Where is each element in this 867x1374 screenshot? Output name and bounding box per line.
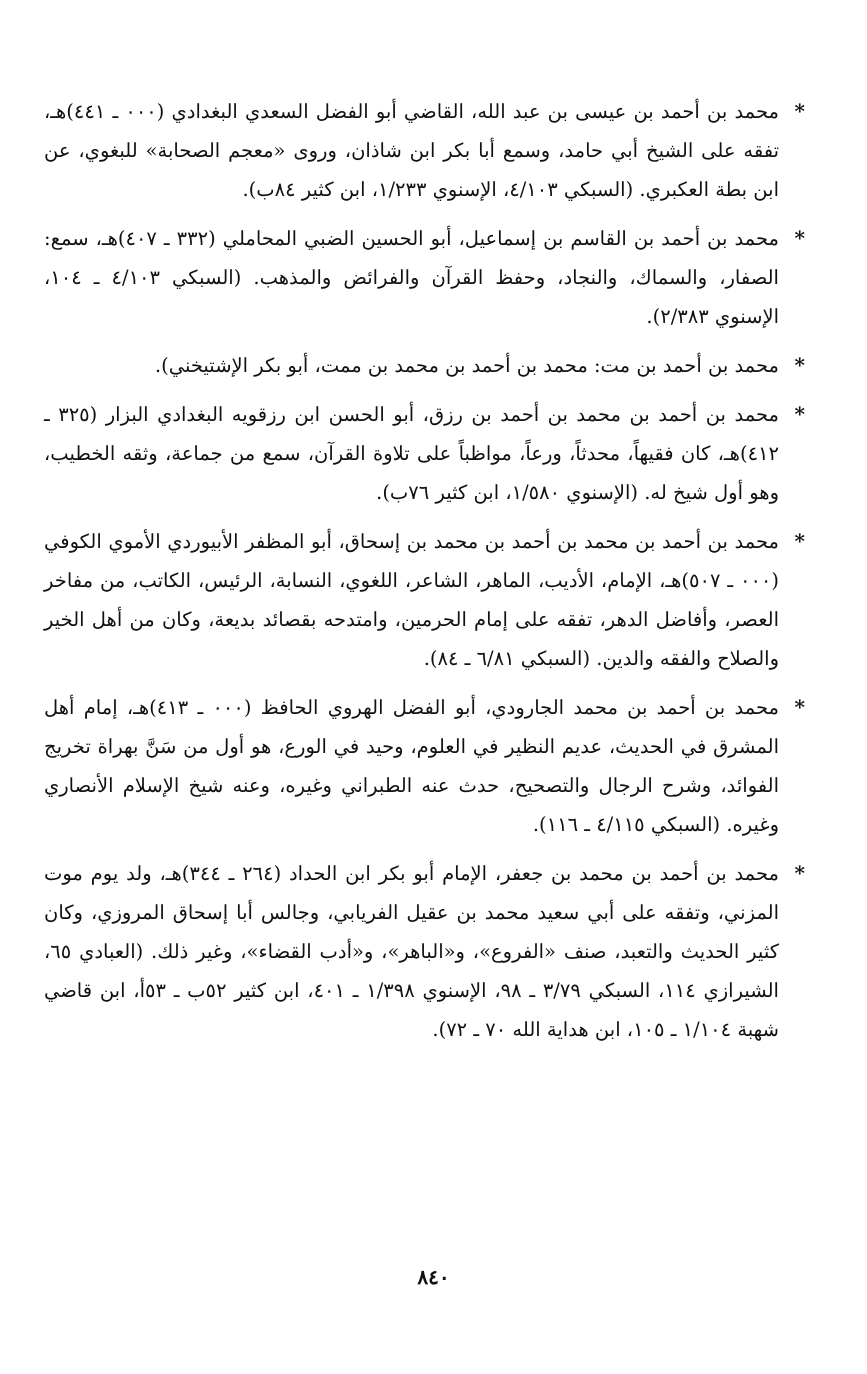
entry-ibn-rizqawayh — [44, 395, 805, 512]
entry-al-mahamili — [44, 219, 805, 336]
entry-ibn-mat — [44, 346, 805, 385]
entry-bullet-icon: * — [794, 695, 805, 719]
entry-text: محمد بن أحمد بن مت: محمد بن أحمد بن محمد بن ممت، أبو بكر الإشتيخني). — [154, 354, 779, 377]
entry-bullet-icon: * — [794, 861, 805, 885]
entry-al-jarudi — [44, 688, 805, 844]
entry-al-abiwardi — [44, 522, 805, 678]
entry-text: محمد بن أحمد بن محمد بن أحمد بن رزق، أبو الحسن ابن رزقويه البغدادي البزار (٣٢٥ ـ ٤١٢)هـ، كان فقيهاً، محدثاً، ورعاً، مواظباً على تلاوة القرآن، سمع من جماعة، وثقه الخطيب، وهو أول شيخ له. (الإسنوي ١/٥٨٠، ابن كثير ٧٦ب). — [44, 403, 779, 504]
entry-text: محمد بن أحمد بن محمد الجارودي، أبو الفضل الهروي الحافظ (٠٠٠ ـ ٤١٣)هـ، إمام أهل المشرق في الحديث، عديم النظير في العلوم، وحيد في الورع، هو أول من سَنَّ بهراة تخريج الفوائد، وشرح الرجال والتصحيح، حدث عنه الطبراني وغيره، وعنه شيخ الإسلام الأنصاري وغيره. (السبكي ٤/١١٥ ـ ١١٦). — [44, 696, 779, 836]
entry-text: محمد بن أحمد بن محمد بن جعفر، الإمام أبو بكر ابن الحداد (٢٦٤ ـ ٣٤٤)هـ، ولد يوم موت المزني، وتفقه على أبي سعيد محمد بن عقيل الفريابي، وجالس أبا إسحاق المروزي، وكان كثير الحديث والتعبد، صنف «الفروع»، و«الباهر»، و«أدب القضاء»، وغير ذلك. (العبادي ٦٥، الشيرازي ١١٤، السبكي ٣/٧٩ ـ ٩٨، الإسنوي ١/٣٩٨ ـ ٤٠١، ابن كثير ٥٢ب ـ ٥٣أ، ابن قاضي شهبة ١/١٠٤ ـ ١٠٥، ابن هداية الله ٧٠ ـ ٧٢). — [44, 862, 779, 1041]
entry-bullet-icon: * — [794, 402, 805, 426]
entry-ibn-al-haddad — [44, 854, 805, 1049]
entry-text: محمد بن أحمد بن محمد بن أحمد بن محمد بن إسحاق، أبو المظفر الأبيوردي الأموي الكوفي (٠٠٠ ـ ٥٠٧)هـ، الإمام، الأديب، الماهر، الشاعر، اللغوي، النسابة، الرئيس، الكاتب، من مفاخر العصر، وأفاضل الدهر، تفقه على إمام الحرمين، وامتدحه بقصائد بديعة، وكان من أهل الخير والصلاح والفقه والدين. (السبكي ٦/٨١ ـ ٨٤). — [44, 530, 779, 670]
page-number: ٨٤٠ — [417, 1265, 450, 1289]
entry-bullet-icon: * — [794, 353, 805, 377]
entry-bullet-icon: * — [794, 99, 805, 123]
entry-bullet-icon: * — [794, 226, 805, 250]
entry-bullet-icon: * — [794, 529, 805, 553]
entry-text: محمد بن أحمد بن القاسم بن إسماعيل، أبو الحسين الضبي المحاملي (٣٣٢ ـ ٤٠٧)هـ، سمع: الصفار، والسماك، والنجاد، وحفظ القرآن والفرائض والمذهب. (السبكي ٤/١٠٣ ـ ١٠٤، الإسنوي ٢/٣٨٣). — [44, 227, 779, 328]
entry-text: محمد بن أحمد بن عيسى بن عبد الله، القاضي أبو الفضل السعدي البغدادي (٠٠٠ ـ ٤٤١)هـ، تفقه على الشيخ أبي حامد، وسمع أبا بكر ابن شاذان، وروى «معجم الصحابة» للبغوي، عن ابن بطة العكبري. (السبكي ٤/١٠٣، الإسنوي ١/٢٣٣، ابن كثير ٨٤ب). — [44, 100, 779, 201]
biography-entries — [44, 92, 805, 1049]
entry-al-saadi — [44, 92, 805, 209]
